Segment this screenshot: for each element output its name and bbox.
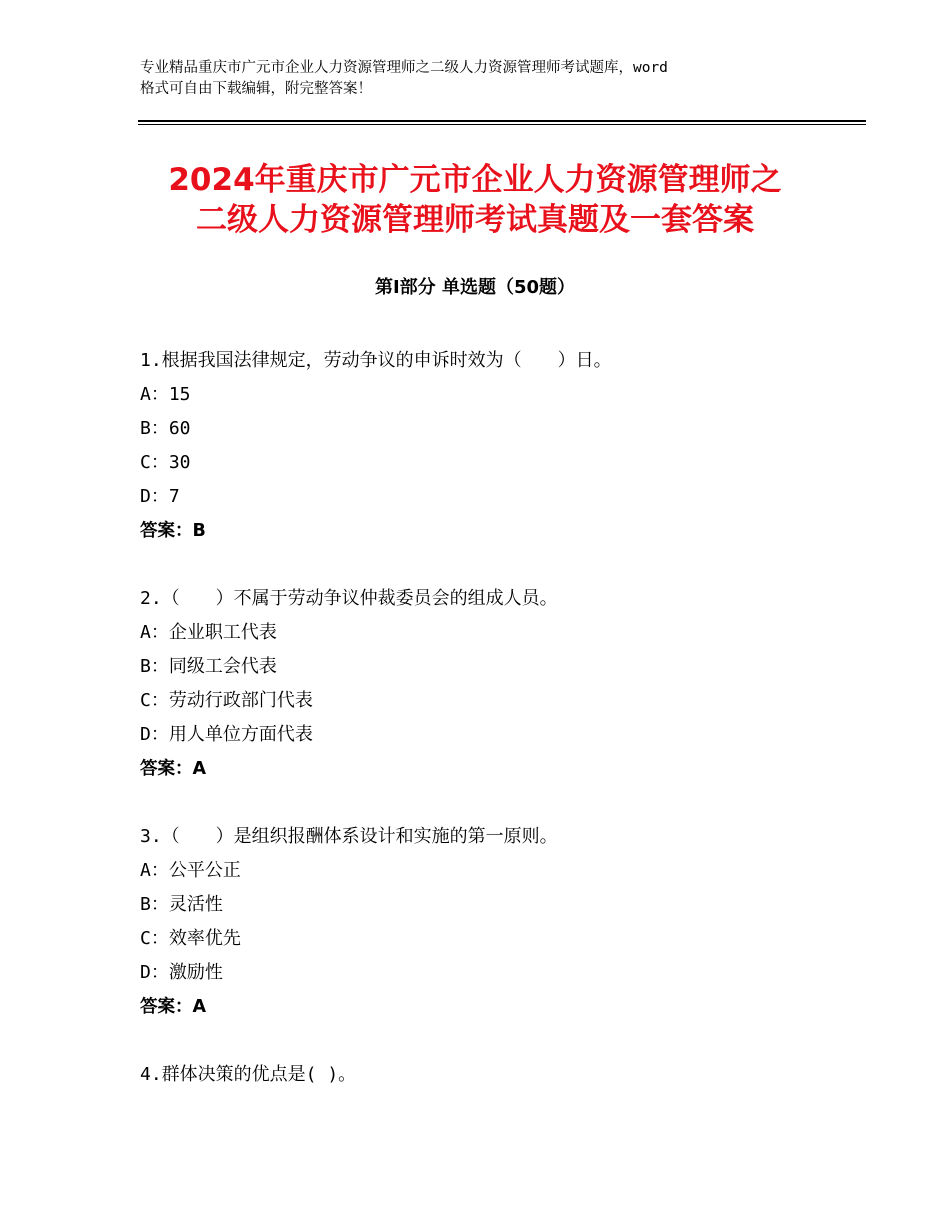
question-2 xyxy=(140,582,860,786)
document-title-line-2: 二级人力资源管理师考试真题及一套答案 xyxy=(196,202,754,238)
header-divider-thin xyxy=(138,124,866,125)
question-1 xyxy=(140,344,860,548)
question-stem: 3.（ ）是组织报酬体系设计和实施的第一原则。 xyxy=(140,826,558,847)
option-b: B：同级工会代表 xyxy=(140,656,277,677)
answer: 答案：A xyxy=(140,759,207,779)
option-a: A：企业职工代表 xyxy=(140,622,277,643)
question-4 xyxy=(140,1058,860,1092)
option-b: B：灵活性 xyxy=(140,894,223,915)
section-title: 第Ⅰ部分 单选题（50题） xyxy=(374,277,575,298)
option-d: D：7 xyxy=(140,486,180,507)
option-a: A：15 xyxy=(140,384,191,405)
option-d: D：激励性 xyxy=(140,962,223,983)
header-divider-thick xyxy=(138,120,866,122)
answer: 答案：B xyxy=(140,521,206,541)
option-c: C：劳动行政部门代表 xyxy=(140,690,313,711)
header-note-line-2: 格式可自由下载编辑，附完整答案！ xyxy=(140,81,372,97)
option-c: C：效率优先 xyxy=(140,928,241,949)
answer: 答案：A xyxy=(140,997,207,1017)
question-stem: 4.群体决策的优点是( )。 xyxy=(140,1064,357,1085)
option-d: D：用人单位方面代表 xyxy=(140,724,313,745)
document-title xyxy=(100,160,850,240)
question-stem: 1.根据我国法律规定，劳动争议的申诉时效为（ ）日。 xyxy=(140,350,612,371)
question-3 xyxy=(140,820,860,1024)
option-c: C：30 xyxy=(140,452,191,473)
header-note-line-1: 专业精品重庆市广元市企业人力资源管理师之二级人力资源管理师考试题库，word xyxy=(140,60,668,76)
question-list xyxy=(140,344,860,1126)
document-title-line-1: 2024年重庆市广元市企业人力资源管理师之 xyxy=(168,162,782,198)
header-note xyxy=(140,58,840,100)
option-b: B：60 xyxy=(140,418,191,439)
header-divider xyxy=(138,120,866,126)
question-stem: 2.（ ）不属于劳动争议仲裁委员会的组成人员。 xyxy=(140,588,558,609)
option-a: A：公平公正 xyxy=(140,860,241,881)
